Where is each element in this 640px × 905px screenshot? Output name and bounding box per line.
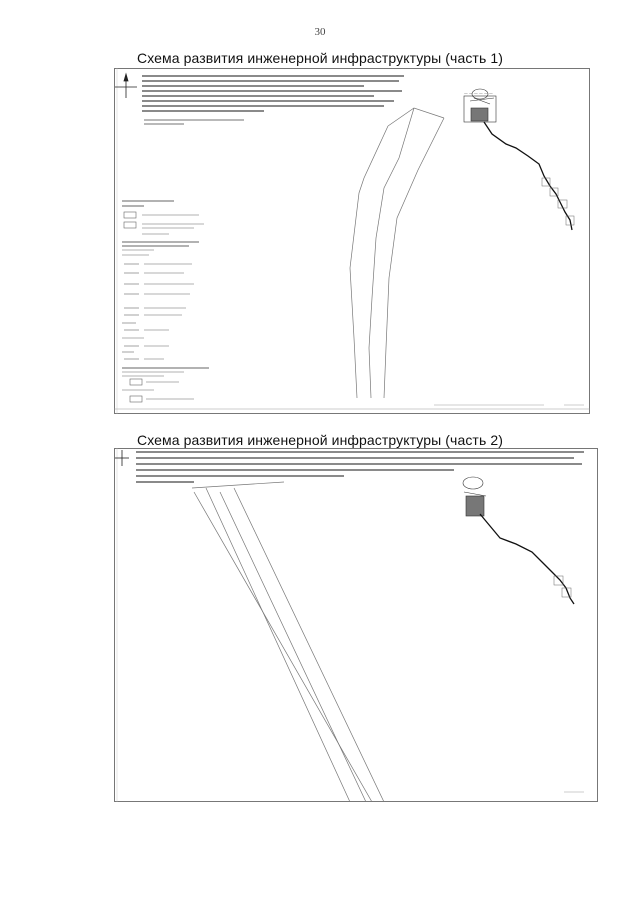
corridor-boundary xyxy=(350,108,444,398)
sheet-title-part-2: Схема развития инженерной инфраструктуры (часть 2) xyxy=(137,432,503,448)
settlement-area xyxy=(463,477,486,516)
pipeline-route xyxy=(484,122,572,230)
legend-panel xyxy=(122,201,209,402)
north-arrow-icon xyxy=(115,74,137,98)
map-sheet-part-1 xyxy=(114,68,590,414)
pipeline-route xyxy=(480,514,574,604)
sheet-title-part-1: Схема развития инженерной инфраструктуры (часть 1) xyxy=(137,50,503,66)
svg-text:— — — — — —: — — — — — — xyxy=(464,90,493,95)
page-number: 30 xyxy=(314,26,326,38)
map-sheet-part-2 xyxy=(114,448,598,802)
legend-text-block xyxy=(136,452,584,482)
legend-text-block xyxy=(142,76,404,124)
corridor-boundary xyxy=(192,482,384,802)
